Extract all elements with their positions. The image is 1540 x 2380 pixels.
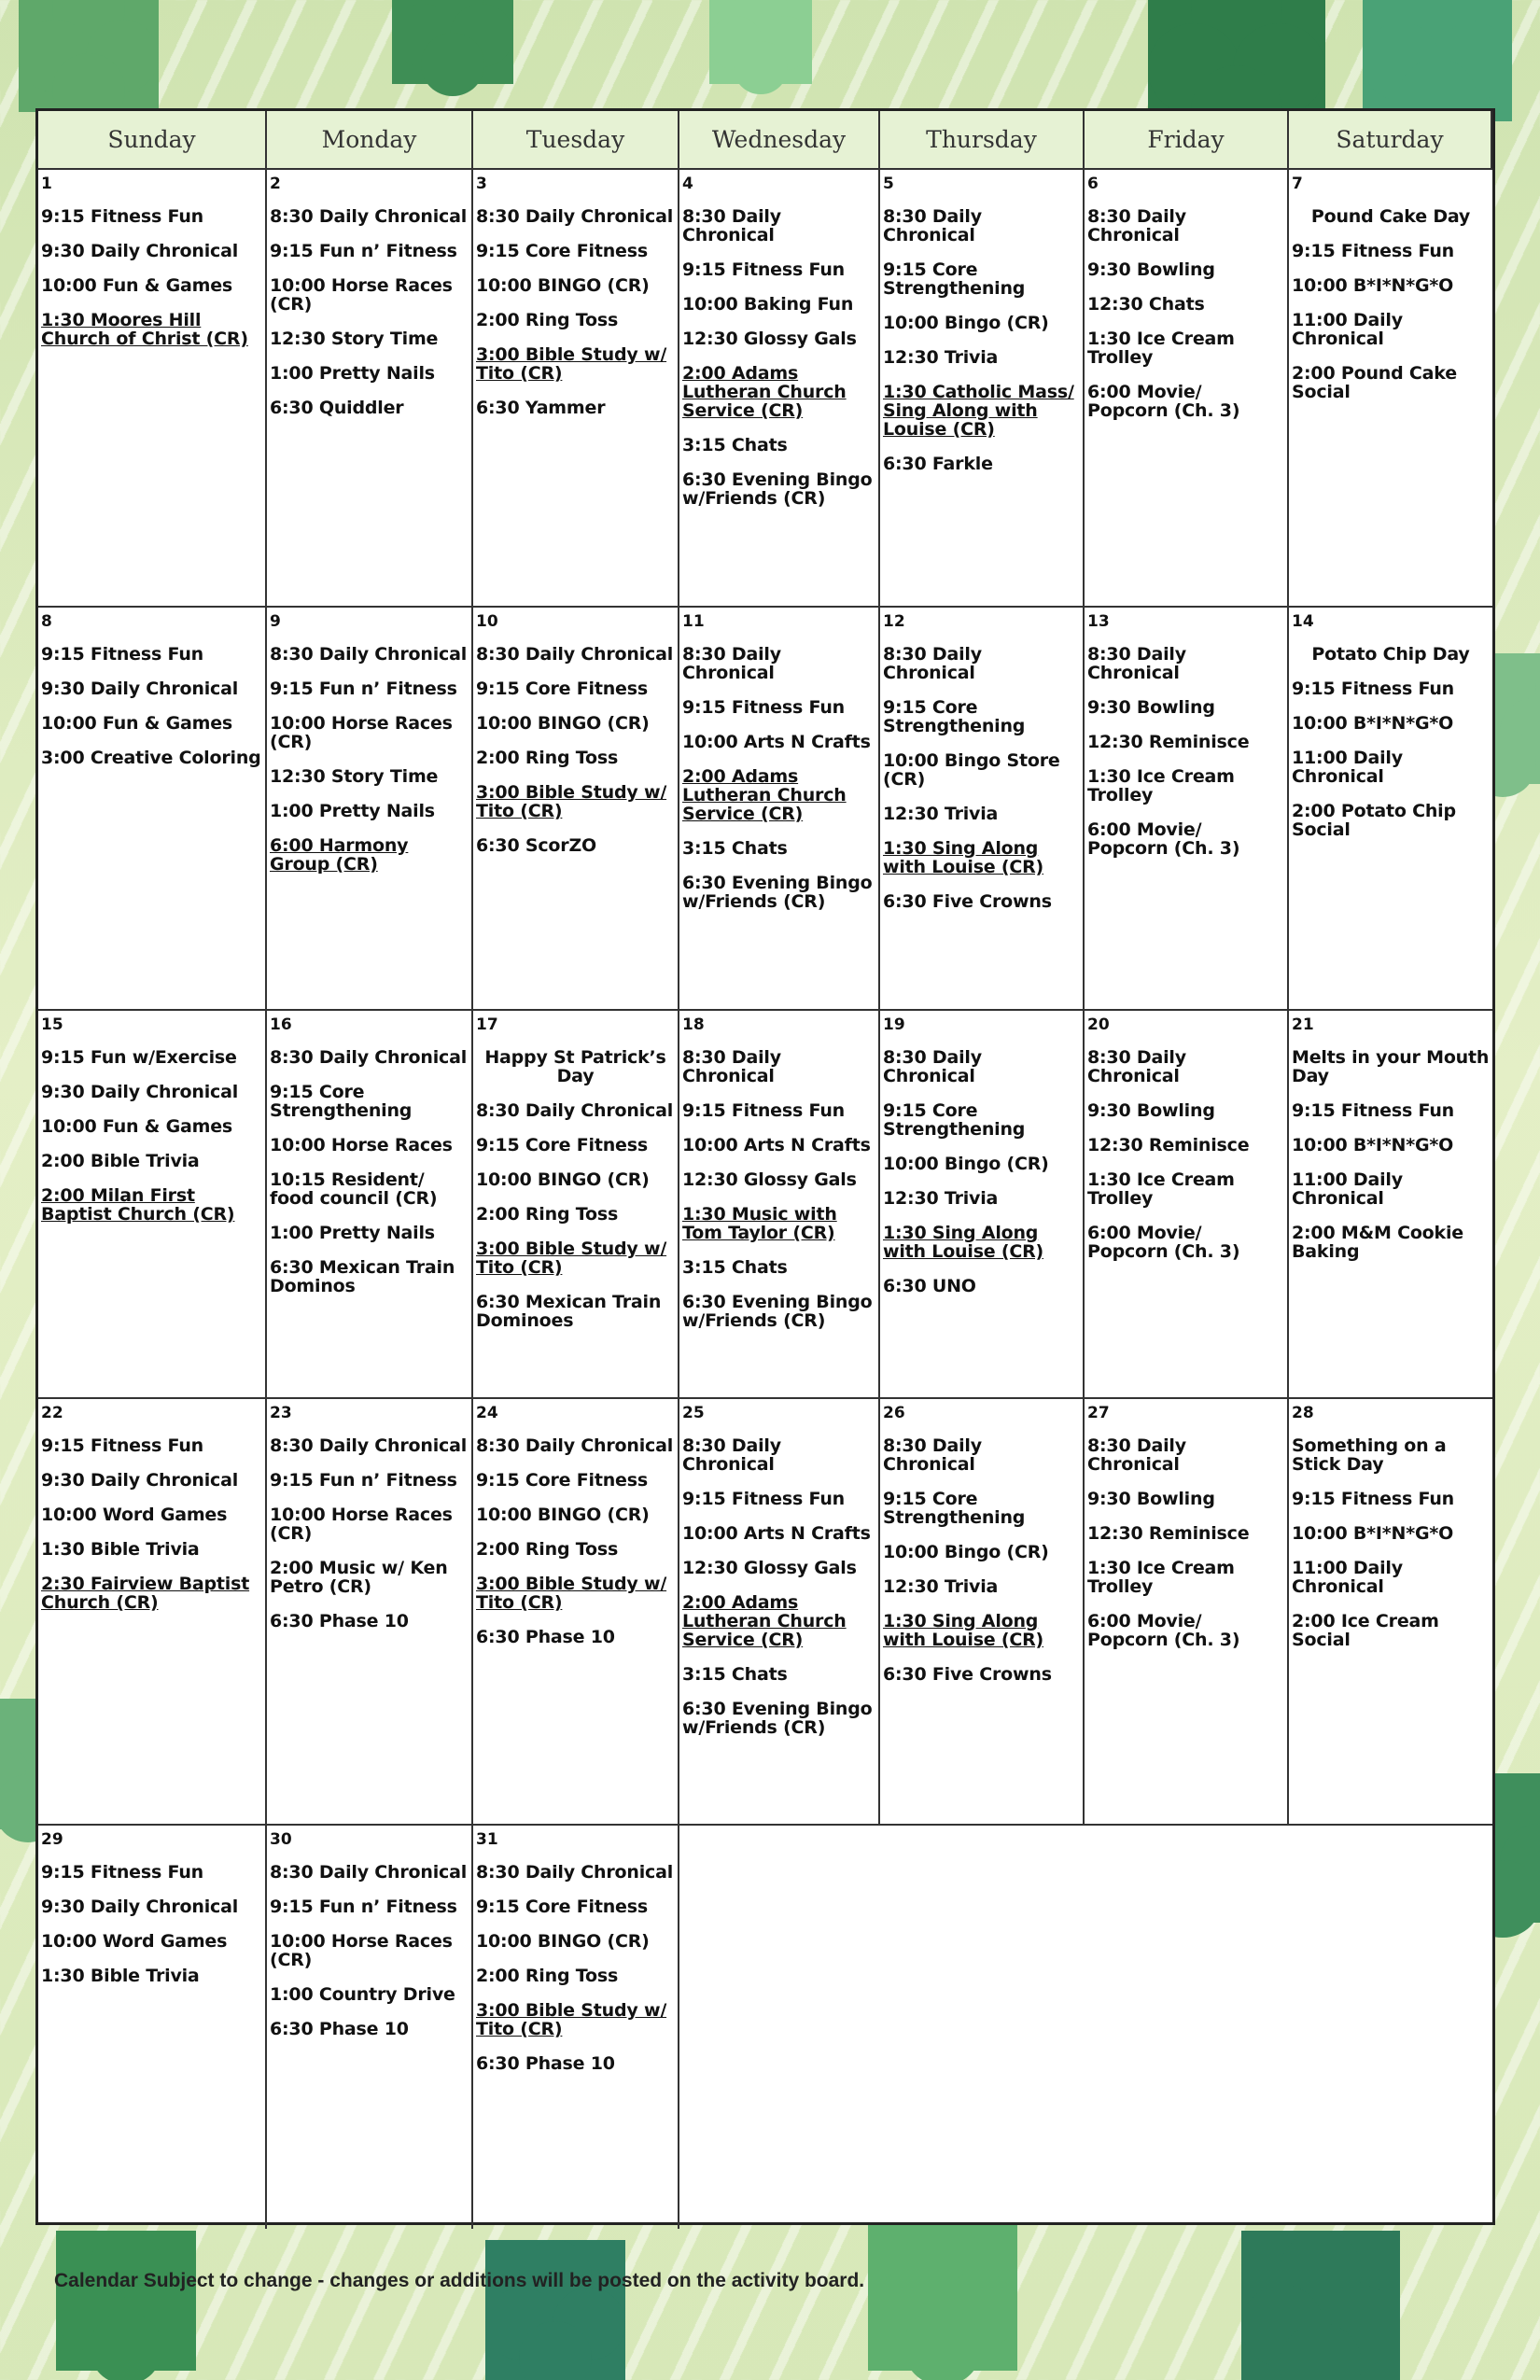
event-item: 2:00 Ice Cream Social — [1292, 1611, 1439, 1650]
clover-decoration — [868, 2221, 1017, 2371]
event-item: 9:15 Fitness Fun — [41, 644, 203, 665]
day-number: 5 — [883, 175, 894, 193]
day-number: 9 — [270, 612, 281, 631]
event-item: 12:30 Glossy Gals — [682, 329, 857, 349]
event-item: 8:30 Daily Chronical — [883, 644, 982, 683]
event-item: 12:30 Glossy Gals — [682, 1558, 857, 1578]
event-item: 6:30 Phase 10 — [270, 1611, 409, 1631]
event-item: 9:30 Bowling — [1087, 259, 1215, 280]
event-item: 9:15 Core Strengthening — [883, 697, 1026, 736]
event-item: 1:30 Ice Cream Trolley — [1087, 1558, 1235, 1597]
event-item: 9:30 Daily Chronical — [41, 1470, 239, 1491]
event-item: 1:00 Country Drive — [270, 1984, 455, 2005]
event-item: 9:15 Fitness Fun — [682, 1100, 845, 1121]
event-item: 2:00 Ring Toss — [476, 748, 619, 768]
event-item: 1:30 Catholic Mass/ Sing Along with Louise (CR) — [883, 382, 1074, 440]
day-number: 31 — [476, 1830, 498, 1849]
event-item: 10:00 B*I*N*G*O — [1292, 1135, 1454, 1155]
event-item: 3:00 Bible Study w/ Tito (CR) — [476, 344, 667, 384]
event-item: 8:30 Daily Chronical — [883, 1435, 982, 1475]
event-item: 3:15 Chats — [682, 1257, 788, 1278]
event-item: 9:15 Fun n’ Fitness — [270, 1470, 457, 1491]
clover-decoration — [392, 0, 513, 84]
day-number: 26 — [883, 1404, 905, 1422]
event-item: Pound Cake Day — [1310, 206, 1471, 227]
event-item: 8:30 Daily Chronical — [270, 1435, 468, 1456]
event-item: 1:30 Music with Tom Taylor (CR) — [682, 1204, 837, 1243]
event-item: 6:30 Phase 10 — [476, 1627, 615, 1647]
day-number: 16 — [270, 1015, 292, 1034]
event-item: 8:30 Daily Chronical — [270, 206, 468, 227]
day-number: 30 — [270, 1830, 292, 1849]
event-item: 1:30 Moores Hill Church of Christ (CR) — [41, 310, 248, 349]
day-number: 19 — [883, 1015, 905, 1034]
day-number: 28 — [1292, 1404, 1314, 1422]
event-item: 10:00 Word Games — [41, 1931, 228, 1952]
clover-decoration — [56, 2231, 196, 2371]
event-item: 2:00 Adams Lutheran Church Service (CR) — [682, 766, 847, 824]
weekday-header-sunday: Sunday — [38, 111, 267, 170]
event-item: 2:00 Adams Lutheran Church Service (CR) — [682, 1592, 847, 1650]
event-item: 2:00 Adams Lutheran Church Service (CR) — [682, 363, 847, 421]
event-item: 2:00 Ring Toss — [476, 1966, 619, 1986]
day-cell — [473, 608, 679, 1011]
day-cell — [473, 1399, 679, 1826]
day-number: 27 — [1087, 1404, 1110, 1422]
event-item: 2:00 Milan First Baptist Church (CR) — [41, 1185, 235, 1225]
day-cell — [880, 608, 1085, 1011]
event-item: 9:15 Core Fitness — [476, 1470, 648, 1491]
day-number: 13 — [1087, 612, 1110, 631]
event-item: 12:30 Story Time — [270, 329, 439, 349]
weekday-header-saturday: Saturday — [1289, 111, 1492, 170]
event-item: 12:30 Reminisce — [1087, 1135, 1250, 1155]
day-number: 15 — [41, 1015, 63, 1034]
event-item: 3:00 Bible Study w/ Tito (CR) — [476, 2000, 667, 2039]
event-item: 10:00 Bingo (CR) — [883, 1154, 1049, 1174]
event-item: 9:15 Fitness Fun — [682, 1489, 845, 1509]
event-item: 10:00 Fun & Games — [41, 1116, 232, 1137]
day-cell — [679, 608, 880, 1011]
event-item: 8:30 Daily Chronical — [476, 1862, 674, 1883]
weekday-header-thursday: Thursday — [880, 111, 1085, 170]
event-item: 12:30 Trivia — [883, 1188, 999, 1209]
day-number: 3 — [476, 175, 487, 193]
event-item: 6:30 ScorZO — [476, 835, 596, 856]
event-item: 6:30 Phase 10 — [476, 2053, 615, 2074]
event-item: 9:15 Fitness Fun — [1292, 1100, 1454, 1121]
event-item: 8:30 Daily Chronical — [476, 1435, 674, 1456]
event-item: 10:00 BINGO (CR) — [476, 1931, 650, 1952]
event-item: 10:00 B*I*N*G*O — [1292, 275, 1454, 296]
event-item: 12:30 Chats — [1087, 294, 1205, 315]
day-cell — [1085, 170, 1289, 608]
event-item: 9:30 Daily Chronical — [41, 1082, 239, 1102]
day-cell — [267, 1011, 473, 1399]
event-item: 10:00 BINGO (CR) — [476, 1505, 650, 1525]
event-item: 1:30 Sing Along with Louise (CR) — [883, 1223, 1044, 1262]
event-item: 10:00 Word Games — [41, 1505, 228, 1525]
event-item: 12:30 Trivia — [883, 1576, 999, 1597]
event-item: 12:30 Glossy Gals — [682, 1169, 857, 1190]
clover-decoration — [19, 0, 159, 112]
event-item: 2:00 Ring Toss — [476, 1204, 619, 1225]
event-item: 8:30 Daily Chronical — [270, 644, 468, 665]
day-cell — [679, 170, 880, 608]
event-item: 6:30 Evening Bingo w/Friends (CR) — [682, 1699, 873, 1738]
clover-decoration — [1241, 2231, 1400, 2380]
event-item: 9:30 Bowling — [1087, 1489, 1215, 1509]
event-item: 9:15 Core Strengthening — [270, 1082, 413, 1121]
day-number: 8 — [41, 612, 52, 631]
event-item: 9:15 Core Fitness — [476, 241, 648, 261]
day-number: 22 — [41, 1404, 63, 1422]
event-item: 8:30 Daily Chronical — [1087, 1435, 1186, 1475]
day-number: 2 — [270, 175, 281, 193]
event-item: 1:30 Ice Cream Trolley — [1087, 1169, 1235, 1209]
day-cell — [267, 170, 473, 608]
day-cell — [267, 608, 473, 1011]
event-item: 8:30 Daily Chronical — [1087, 644, 1186, 683]
event-item: 1:00 Pretty Nails — [270, 1223, 435, 1243]
event-item: 12:30 Reminisce — [1087, 732, 1250, 752]
event-item: 6:30 Yammer — [476, 398, 606, 418]
event-item: 2:00 Pound Cake Social — [1292, 363, 1457, 402]
event-item: 8:30 Daily Chronical — [1087, 1047, 1186, 1086]
event-item: 9:15 Core Strengthening — [883, 1489, 1026, 1528]
event-item: Melts in your Mouth Day — [1292, 1047, 1490, 1086]
event-item: 9:30 Daily Chronical — [41, 241, 239, 261]
event-item: 11:00 Daily Chronical — [1292, 1558, 1403, 1597]
event-item: 8:30 Daily Chronical — [682, 644, 781, 683]
day-cell — [880, 1399, 1085, 1826]
event-item: 8:30 Daily Chronical — [883, 206, 982, 245]
day-number: 23 — [270, 1404, 292, 1422]
event-item: 10:00 Baking Fun — [682, 294, 854, 315]
event-item: 11:00 Daily Chronical — [1292, 748, 1403, 787]
day-number: 4 — [682, 175, 693, 193]
event-item: 12:30 Trivia — [883, 347, 999, 368]
event-item: 10:00 Horse Races — [270, 1135, 453, 1155]
event-item: 8:30 Daily Chronical — [682, 206, 781, 245]
event-item: 9:15 Core Fitness — [476, 1897, 648, 1917]
weekday-header-monday: Monday — [267, 111, 473, 170]
day-cell — [1289, 1399, 1492, 1826]
footer-note: Calendar Subject to change - changes or additions will be posted on the activity board. — [54, 2270, 865, 2291]
day-cell — [38, 1011, 267, 1399]
day-cell — [473, 170, 679, 608]
event-item: 10:00 Bingo (CR) — [883, 313, 1049, 333]
event-item: 10:00 Bingo Store (CR) — [883, 750, 1060, 790]
event-item: Potato Chip Day — [1311, 644, 1470, 665]
event-item: 6:30 Mexican Train Dominos — [270, 1257, 455, 1296]
day-number: 25 — [682, 1404, 705, 1422]
event-item: Happy St Patrick’s Day — [484, 1047, 666, 1086]
event-item: 9:15 Fitness Fun — [1292, 241, 1454, 261]
event-item: 9:30 Daily Chronical — [41, 679, 239, 699]
event-item: 6:30 Evening Bingo w/Friends (CR) — [682, 1292, 873, 1331]
event-item: 8:30 Daily Chronical — [682, 1047, 781, 1086]
event-item: 9:30 Bowling — [1087, 1100, 1215, 1121]
event-item: 6:30 Five Crowns — [883, 1664, 1052, 1685]
event-item: 3:00 Bible Study w/ Tito (CR) — [476, 1239, 667, 1278]
event-item: 9:15 Fun n’ Fitness — [270, 241, 457, 261]
event-item: 6:30 Mexican Train Dominoes — [476, 1292, 662, 1331]
event-item: 12:30 Story Time — [270, 766, 439, 787]
day-cell — [38, 608, 267, 1011]
event-item: 8:30 Daily Chronical — [682, 1435, 781, 1475]
event-item: 9:15 Core Fitness — [476, 1135, 648, 1155]
day-cell — [679, 1399, 880, 1826]
event-item: 3:00 Creative Coloring — [41, 748, 261, 768]
event-item: 1:30 Ice Cream Trolley — [1087, 329, 1235, 368]
day-number: 11 — [682, 612, 705, 631]
event-item: 9:15 Fitness Fun — [41, 1435, 203, 1456]
event-item: 9:15 Core Strengthening — [883, 259, 1026, 299]
event-item: 6:00 Movie/ Popcorn (Ch. 3) — [1087, 819, 1240, 859]
day-number: 6 — [1087, 175, 1099, 193]
event-item: 10:00 Bingo (CR) — [883, 1542, 1049, 1562]
event-item: 9:30 Bowling — [1087, 697, 1215, 718]
event-item: 3:00 Bible Study w/ Tito (CR) — [476, 782, 667, 821]
day-cell — [880, 170, 1085, 608]
event-item: 6:00 Harmony Group (CR) — [270, 835, 409, 875]
day-cell — [38, 1399, 267, 1826]
day-cell — [1289, 608, 1492, 1011]
event-item: 10:00 BINGO (CR) — [476, 713, 650, 734]
event-item: 9:15 Core Fitness — [476, 679, 648, 699]
day-number: 1 — [41, 175, 52, 193]
day-cell — [473, 1826, 679, 2229]
day-cell — [473, 1011, 679, 1399]
event-item: 10:00 Arts N Crafts — [682, 732, 871, 752]
day-cell — [1085, 608, 1289, 1011]
day-number: 10 — [476, 612, 498, 631]
clover-decoration — [709, 0, 812, 84]
day-cell — [880, 1011, 1085, 1399]
weekday-header-wednesday: Wednesday — [679, 111, 880, 170]
event-item: 9:15 Fun w/Exercise — [41, 1047, 237, 1068]
event-item: 6:30 Five Crowns — [883, 891, 1052, 912]
event-item: 1:30 Ice Cream Trolley — [1087, 766, 1235, 805]
event-item: 10:00 B*I*N*G*O — [1292, 1523, 1454, 1544]
event-item: 9:15 Core Strengthening — [883, 1100, 1026, 1140]
event-item: 10:00 Fun & Games — [41, 713, 232, 734]
day-cell — [1085, 1399, 1289, 1826]
event-item: 1:30 Sing Along with Louise (CR) — [883, 838, 1044, 877]
event-item: 1:00 Pretty Nails — [270, 801, 435, 821]
clover-decoration — [1363, 0, 1512, 121]
event-item: 3:00 Bible Study w/ Tito (CR) — [476, 1574, 667, 1613]
event-item: 9:15 Fitness Fun — [41, 206, 203, 227]
day-number: 7 — [1292, 175, 1303, 193]
event-item: 9:15 Fitness Fun — [41, 1862, 203, 1883]
event-item: 10:00 Horse Races (CR) — [270, 275, 453, 315]
event-item: 3:15 Chats — [682, 1664, 788, 1685]
day-number: 29 — [41, 1830, 63, 1849]
event-item: 10:00 BINGO (CR) — [476, 275, 650, 296]
event-item: 3:15 Chats — [682, 435, 788, 455]
day-number: 24 — [476, 1404, 498, 1422]
event-item: 8:30 Daily Chronical — [1087, 206, 1186, 245]
event-item: 10:00 Horse Races (CR) — [270, 1931, 453, 1970]
event-item: 12:30 Reminisce — [1087, 1523, 1250, 1544]
day-cell — [267, 1826, 473, 2229]
event-item: 1:30 Sing Along with Louise (CR) — [883, 1611, 1044, 1650]
event-item: 10:00 BINGO (CR) — [476, 1169, 650, 1190]
event-item: 11:00 Daily Chronical — [1292, 1169, 1403, 1209]
event-item: 2:00 Ring Toss — [476, 1539, 619, 1560]
event-item: 9:15 Fitness Fun — [682, 697, 845, 718]
event-item: 10:00 B*I*N*G*O — [1292, 713, 1454, 734]
event-item: 1:00 Pretty Nails — [270, 363, 435, 384]
day-number: 14 — [1292, 612, 1314, 631]
day-cell — [38, 170, 267, 608]
event-item: 10:00 Fun & Games — [41, 275, 232, 296]
event-item: 12:30 Trivia — [883, 804, 999, 824]
day-number: 17 — [476, 1015, 498, 1034]
event-item: 1:30 Bible Trivia — [41, 1539, 200, 1560]
day-number: 12 — [883, 612, 905, 631]
event-item: 3:15 Chats — [682, 838, 788, 859]
event-item: 6:00 Movie/ Popcorn (Ch. 3) — [1087, 1611, 1240, 1650]
event-item: 9:15 Fitness Fun — [1292, 679, 1454, 699]
event-item: Something on a Stick Day — [1292, 1435, 1447, 1475]
event-item: 8:30 Daily Chronical — [270, 1862, 468, 1883]
event-item: 8:30 Daily Chronical — [476, 206, 674, 227]
day-cell — [679, 1011, 880, 1399]
event-item: 8:30 Daily Chronical — [883, 1047, 982, 1086]
event-item: 2:00 Music w/ Ken Petro (CR) — [270, 1558, 448, 1597]
weekday-header-tuesday: Tuesday — [473, 111, 679, 170]
weekday-header-friday: Friday — [1085, 111, 1289, 170]
event-item: 10:00 Arts N Crafts — [682, 1135, 871, 1155]
event-item: 6:30 Farkle — [883, 454, 993, 474]
calendar-grid — [35, 108, 1495, 2225]
day-cell — [38, 1826, 267, 2229]
day-number: 21 — [1292, 1015, 1314, 1034]
event-item: 2:00 Ring Toss — [476, 310, 619, 330]
event-item: 8:30 Daily Chronical — [476, 1100, 674, 1121]
event-item: 9:15 Fun n’ Fitness — [270, 679, 457, 699]
day-number: 20 — [1087, 1015, 1110, 1034]
event-item: 6:00 Movie/ Popcorn (Ch. 3) — [1087, 1223, 1240, 1262]
event-item: 10:00 Arts N Crafts — [682, 1523, 871, 1544]
event-item: 6:00 Movie/ Popcorn (Ch. 3) — [1087, 382, 1240, 421]
day-cell — [1085, 1011, 1289, 1399]
day-number: 18 — [682, 1015, 705, 1034]
event-item: 10:00 Horse Races (CR) — [270, 1505, 453, 1544]
event-item: 6:30 Phase 10 — [270, 2019, 409, 2039]
day-cell — [1289, 170, 1492, 608]
event-item: 10:00 Horse Races (CR) — [270, 713, 453, 752]
event-item: 9:15 Fun n’ Fitness — [270, 1897, 457, 1917]
event-item: 2:30 Fairview Baptist Church (CR) — [41, 1574, 250, 1613]
event-item: 6:30 UNO — [883, 1276, 976, 1296]
day-cell — [1289, 1011, 1492, 1399]
day-cell — [267, 1399, 473, 1826]
event-item: 2:00 Potato Chip Social — [1292, 801, 1456, 840]
event-item: 6:30 Evening Bingo w/Friends (CR) — [682, 469, 873, 509]
event-item: 2:00 Bible Trivia — [41, 1151, 200, 1171]
event-item: 9:30 Daily Chronical — [41, 1897, 239, 1917]
event-item: 8:30 Daily Chronical — [270, 1047, 468, 1068]
event-item: 11:00 Daily Chronical — [1292, 310, 1403, 349]
event-item: 1:30 Bible Trivia — [41, 1966, 200, 1986]
event-item: 6:30 Quiddler — [270, 398, 404, 418]
clover-decoration — [485, 2240, 625, 2380]
event-item: 9:15 Fitness Fun — [682, 259, 845, 280]
event-item: 6:30 Evening Bingo w/Friends (CR) — [682, 873, 873, 912]
event-item: 9:15 Fitness Fun — [1292, 1489, 1454, 1509]
event-item: 2:00 M&M Cookie Baking — [1292, 1223, 1463, 1262]
event-item: 8:30 Daily Chronical — [476, 644, 674, 665]
event-item: 10:15 Resident/ food council (CR) — [270, 1169, 438, 1209]
